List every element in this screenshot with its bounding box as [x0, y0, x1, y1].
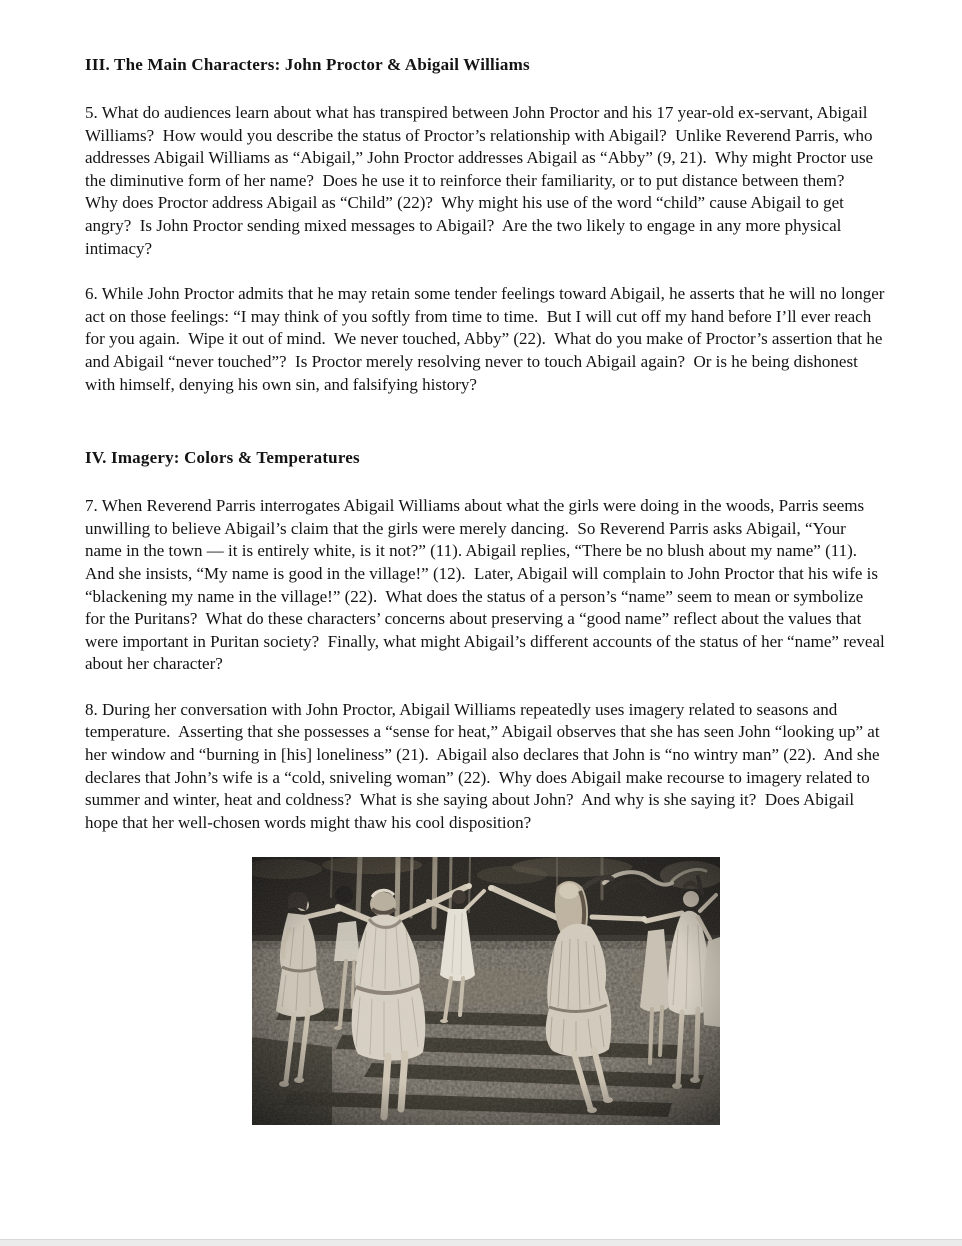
- section-heading-iv: IV. Imagery: Colors & Temperatures: [85, 448, 360, 468]
- question-7: 7. When Reverend Parris interrogates Abigail Williams about what the girls were doing in the woods, Parris seems unwilling to believe Abigail’s claim that the girls were merely dancing. So Reverend Parris asks Abigail, “Your name in the town — it is entirely white, is it not?” (11). Abigail replies, “There be no blush about my name” (11). And she insists, “My name is good in the village!” (12). Later, Abigail will complain to John Proctor that his wife is “blackening my name in the village!” (22). What does the status of a person’s “name” seem to mean or symbolize for the Puritans? What do these characters’ concerns about preserving a “good name” reflect about the values that were important in Puritan society? Finally, what might Abigail’s different accounts of the status of her “name” reveal about her character?: [85, 496, 889, 674]
- page-bottom-edge: [0, 1239, 962, 1246]
- section-heading-iii: III. The Main Characters: John Proctor & Abigail Williams: [85, 55, 530, 74]
- question-8: 8. During her conversation with John Proctor, Abigail Williams repeatedly uses imagery related to seasons and temperature. Asserting that she possesses a “sense for heat,” Abigail observes that she has seen John “looking up” at her window and “burning in [his] loneliness” (21). Abigail also declares that John is “no wintry man” (22). And she declares that John’s wife is a “cold, sniveling woman” (22). Why does Abigail make recourse to imagery related to summer and winter, heat and coldness? What is she saying about John? And why is she saying it? Does Abigail hope that her well-chosen words might thaw his cool disposition?: [85, 699, 884, 832]
- question-5: 5. What do audiences learn about what has transpired between John Proctor and his 17 year-old ex-servant, Abigail Williams? How would you describe the status of Proctor’s relationship with Abigail? Unlike Reverend Parris, who addresses Abigail Williams as “Abigail,” John Proctor addresses Abigail as “Abby” (9, 21). Why might Proctor use the diminutive form of her name? Does he use it to reinforce their familiarity, or to put distance between them? Why does Proctor address Abigail as “Child” (22)? Why might his use of the word “child” cause Abigail to get angry? Is John Proctor sending mixed messages to Abigail? Are the two likely to engage in any more physical intimacy?: [85, 103, 878, 258]
- document-body: [85, 0, 889, 1125]
- dancing-girls-photo: [252, 857, 720, 1125]
- question-6: 6. While John Proctor admits that he may retain some tender feelings toward Abigail, he asserts that he will no longer act on those feelings: “I may think of you softly from time to time. But I will cut off my hand before I’ll ever reach for you again. Wipe it out of mind. We never touched, Abby” (22). What do you make of Proctor’s assertion that he and Abigail “never touched”? Is Proctor merely resolving never to touch Abigail again? Or is he being dishonest with himself, denying his own sin, and falsifying history?: [85, 284, 889, 394]
- dancing-girls-illustration: [252, 857, 720, 1125]
